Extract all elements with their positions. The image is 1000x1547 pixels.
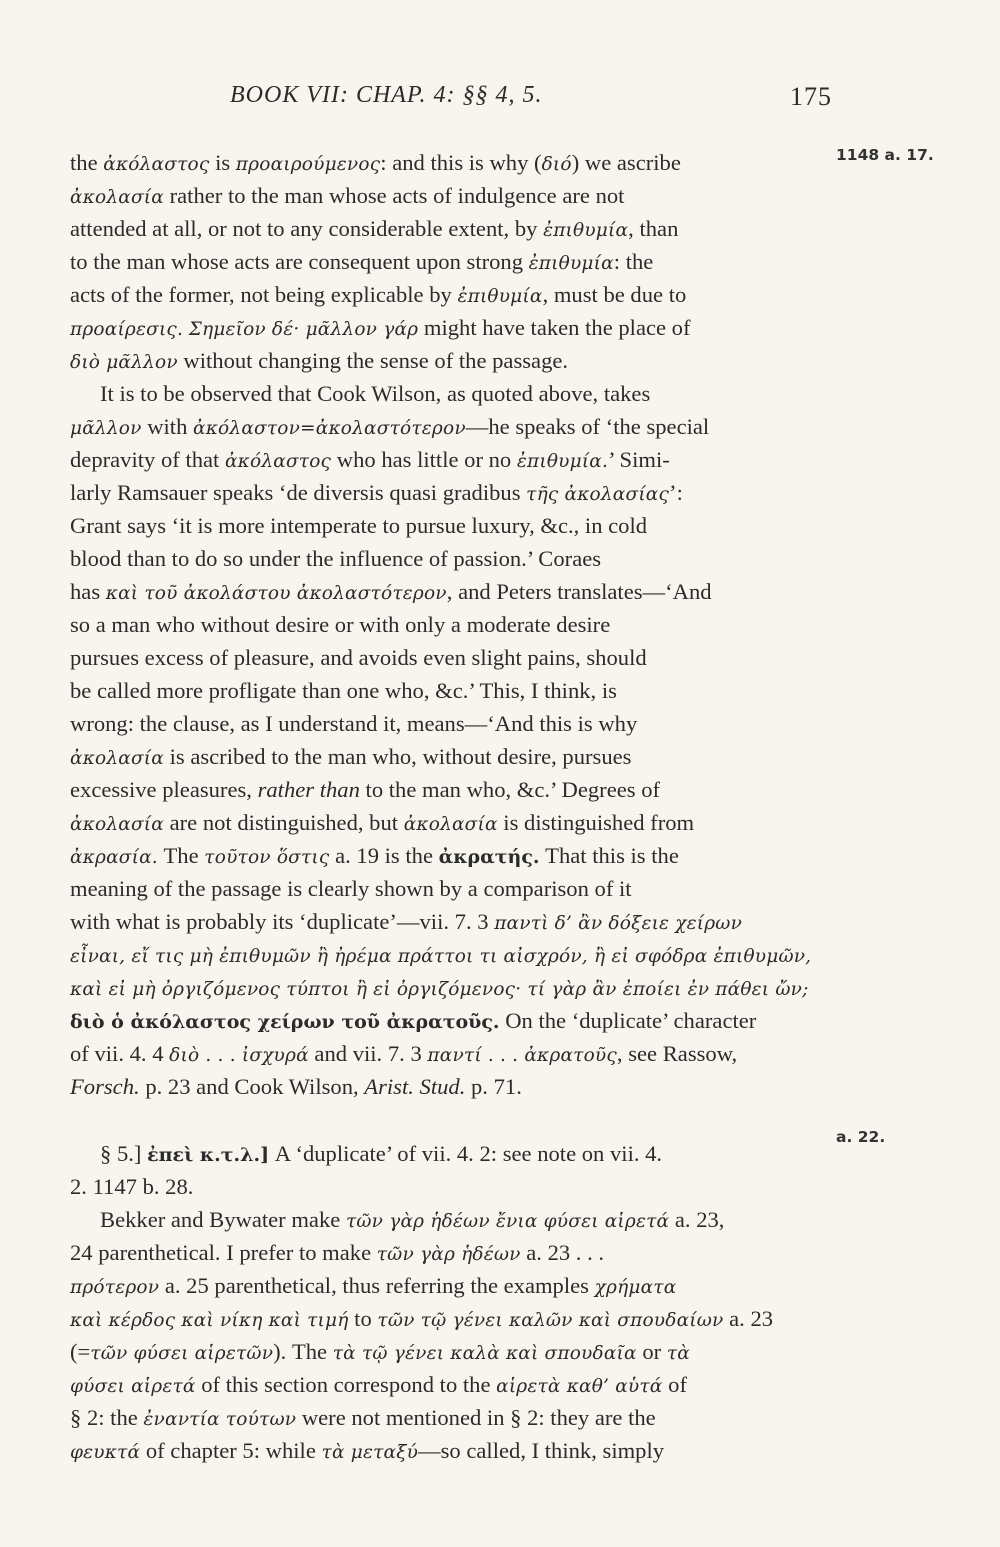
text-run: with what is probably its ‘duplicate’—vii. 7. 3 [70, 909, 495, 934]
text-run: of chapter 5: while [140, 1438, 322, 1463]
italic-text: rather than [257, 777, 360, 802]
text-run: of [662, 1372, 687, 1397]
greek-text: τοῦτον ὅστις [204, 847, 330, 868]
greek-text: καὶ κέρδος καὶ νίκη καὶ τιμή [70, 1310, 349, 1331]
italic-text: Forsch. [70, 1074, 140, 1099]
text-line [70, 311, 832, 344]
text-line [70, 641, 832, 674]
text-line [70, 443, 832, 476]
greek-text: εἶναι, εἴ τις μὴ ἐπιθυμῶν ἢ ἠρέμα πράττοι τι αἰσχρόν, ἢ εἰ σφόδρα ἐπιθυμῶν, [70, 946, 812, 967]
greek-text: πρότερον [70, 1277, 160, 1298]
italic-text: Arist. Stud. [364, 1074, 466, 1099]
text-line [70, 1170, 832, 1203]
greek-text: διὸ . . . ἰσχυρά [169, 1045, 309, 1066]
greek-text: ἐπιθυμία [528, 253, 614, 274]
text-run: are not distinguished, but [163, 810, 404, 835]
text-line [70, 1203, 832, 1236]
greek-text: διὸ μᾶλλον [70, 352, 178, 373]
greek-text: τῶν γὰρ ἡδέων [376, 1244, 521, 1265]
text-run: to the man who, &c.’ Degrees of [359, 777, 661, 802]
text-line [70, 476, 832, 509]
text-line [70, 938, 832, 971]
text-line [70, 542, 832, 575]
text-line [70, 509, 832, 542]
text-run: blood than to do so under the influence of passion.’ Coraes [70, 546, 602, 571]
greek-text: ἀκολασία [403, 814, 498, 835]
greek-text: ἀκρασία. [70, 847, 158, 868]
text-run: a. 23, [669, 1207, 725, 1232]
text-line [70, 905, 832, 938]
text-run: a. 23 . . . [520, 1240, 605, 1265]
text-run: a. 25 parenthetical, thus referring the examples [159, 1273, 595, 1298]
text-run: acts of the former, not being explicable by [70, 282, 458, 307]
bold-greek-text: ἀκρατής. [438, 846, 540, 868]
text-line [70, 575, 832, 608]
text-line [70, 212, 832, 245]
text-run: Bekker and Bywater make [100, 1207, 346, 1232]
text-run: is [209, 150, 236, 175]
text-run: is distinguished from [497, 810, 695, 835]
text-line [70, 1236, 832, 1269]
text-run: and vii. 7. 3 [308, 1041, 428, 1066]
text-run: a. 23 [723, 1306, 774, 1331]
greek-text: ἐπιθυμία [543, 220, 629, 241]
greek-text: προαιρούμενος [235, 154, 381, 175]
text-line [70, 674, 832, 707]
greek-text: ἀκόλαστος [103, 154, 210, 175]
greek-text: ἐπιθυμία. [516, 451, 609, 472]
text-line [70, 344, 832, 377]
greek-text: ἀκόλαστον=ἀκολαστότερον [193, 418, 466, 439]
text-line [70, 1137, 832, 1170]
text-run: attended at all, or not to any considerable extent, by [70, 216, 544, 241]
text-run: might have taken the place of [418, 315, 691, 340]
bold-greek-text: ἐπεὶ κ.τ.λ.] [147, 1144, 270, 1166]
greek-text: ἀκολασία [70, 748, 164, 769]
text-line [70, 773, 832, 806]
greek-text: ἐπιθυμία [457, 286, 543, 307]
greek-text: τῆς ἀκολασίας [526, 484, 670, 505]
greek-text: καὶ τοῦ ἀκολάστου ἀκολαστότερον [105, 583, 447, 604]
greek-text: τῶν τῷ γένει καλῶν καὶ σπουδαίων [377, 1310, 724, 1331]
text-run: —he speaks of ‘the special [465, 414, 710, 439]
text-line [70, 971, 832, 1004]
text-run: who has little or no [331, 447, 517, 472]
text-run: larly Ramsauer speaks ‘de diversis quasi gradibus [70, 480, 527, 505]
greek-text: τῶν γὰρ ἡδέων ἔνια φύσει αἱρετά [345, 1211, 670, 1232]
text-line [70, 377, 832, 410]
text-run: ’: [669, 480, 683, 505]
text-run: the [70, 150, 104, 175]
text-line [70, 1103, 832, 1137]
text-run: Grant says ‘it is more intemperate to pursue luxury, &c., in cold [70, 513, 648, 538]
greek-text: φευκτά [70, 1442, 141, 1463]
greek-text: παντὶ δ’ ἂν δόξειε χείρων [494, 913, 743, 934]
greek-text: ἀκόλαστος [224, 451, 332, 472]
text-run: to the man whose acts are consequent upon strong [70, 249, 529, 274]
text-line [70, 740, 832, 773]
text-run: excessive pleasures, [70, 777, 258, 802]
text-run: to [348, 1306, 378, 1331]
text-run: with [141, 414, 194, 439]
text-run: so a man who without desire or with only a moderate desire [70, 612, 611, 637]
text-run: or [636, 1339, 667, 1364]
text-line [70, 1004, 832, 1037]
greek-text: χρήματα [594, 1277, 677, 1298]
greek-text: παντί . . . ἀκρατοῦς [427, 1045, 617, 1066]
text-run: ). The [273, 1339, 333, 1364]
greek-text: αἱρετὰ καθ’ αὑτά [496, 1376, 663, 1397]
greek-text: καὶ εἰ μὴ ὀργιζόμενος τύπτοι ἢ εἰ ὀργιζόμενος· τί γὰρ ἂν ἐποίει ἐν πάθει ὤν; [70, 979, 809, 1000]
text-run: is ascribed to the man who, without desire, pursues [163, 744, 632, 769]
text-line [70, 707, 832, 740]
bold-greek-text: διὸ ὁ ἀκόλαστος χείρων τοῦ ἀκρατοῦς. [70, 1011, 500, 1033]
text-line [70, 872, 832, 905]
text-run: § 2: the [70, 1405, 144, 1430]
text-run: be called more profligate than one who, &c.’ This, I think, is [70, 678, 617, 703]
text-run: p. 71. [465, 1074, 522, 1099]
text-run: It is to be observed that Cook Wilson, as quoted above, takes [100, 381, 651, 406]
text-line [70, 1368, 832, 1401]
greek-text: ἀκολασία [70, 187, 164, 208]
page-number: 175 [790, 82, 832, 111]
greek-text: ἐναντία τούτων [143, 1409, 297, 1430]
greek-text: τὰ τῷ γένει καλὰ καὶ σπουδαῖα [332, 1343, 637, 1364]
text-run: On the ‘duplicate’ character [499, 1008, 757, 1033]
text-run: meaning of the passage is clearly shown by a comparison of it [70, 876, 632, 901]
greek-text: Σημεῖον δέ· μᾶλλον γάρ [188, 319, 419, 340]
text-run: were not mentioned in § 2: they are the [296, 1405, 656, 1430]
greek-text: τὰ [666, 1343, 690, 1364]
text-run: a. 19 is the [329, 843, 439, 868]
running-title: BOOK VII: CHAP. 4: §§ 4, 5. [230, 82, 543, 108]
text-line [70, 608, 832, 641]
text-run: A ‘duplicate’ of vii. 4. 2: see note on vii. 4. [269, 1141, 663, 1166]
greek-text: μᾶλλον [70, 418, 142, 439]
text-run: without changing the sense of the passage. [177, 348, 569, 373]
text-line [70, 410, 832, 443]
greek-text: τῶν φύσει αἱρετῶν [90, 1343, 274, 1364]
margin-reference-2: a. 22. [836, 1128, 886, 1146]
text-run: 2. 1147 b. 28. [70, 1174, 194, 1199]
text-run: pursues excess of pleasure, and avoids even slight pains, should [70, 645, 647, 670]
text-run: 24 parenthetical. I prefer to make [70, 1240, 377, 1265]
margin-reference-1: 1148 a. 17. [836, 146, 934, 164]
text-run: : the [613, 249, 654, 274]
text-line [70, 1070, 832, 1103]
text-run: That this is the [539, 843, 679, 868]
text-run: ’ Simi- [608, 447, 670, 472]
text-run: depravity of that [70, 447, 225, 472]
greek-text: προαίρεσις. [70, 319, 184, 340]
greek-text: ἀκολασία [70, 814, 164, 835]
text-line [70, 1269, 832, 1302]
greek-text: τὰ μεταξύ [321, 1442, 419, 1463]
text-run: , than [628, 216, 679, 241]
text-run: , must be due to [542, 282, 687, 307]
text-line [70, 245, 832, 278]
text-line [70, 179, 832, 212]
text-run: , see Rassow, [616, 1041, 738, 1066]
text-run: , and Peters translates—‘And [446, 579, 712, 604]
text-run: ) we ascribe [571, 150, 681, 175]
text-run: wrong: the clause, as I understand it, means—‘And this is why [70, 711, 638, 736]
text-run: § 5.] [100, 1141, 148, 1166]
text-line [70, 1335, 832, 1368]
text-run: The [157, 843, 205, 868]
text-run: has [70, 579, 106, 604]
text-line [70, 839, 832, 872]
text-run: (= [70, 1339, 91, 1364]
text-run: rather to the man whose acts of indulgence are not [163, 183, 625, 208]
greek-text: φύσει αἱρετά [70, 1376, 196, 1397]
text-line [70, 1037, 832, 1070]
greek-text: διό [541, 154, 572, 175]
text-run: of this section correspond to the [195, 1372, 497, 1397]
text-run: p. 23 and Cook Wilson, [139, 1074, 365, 1099]
text-line [70, 146, 832, 179]
text-line [70, 278, 832, 311]
commentary-text [70, 146, 832, 1467]
text-line [70, 1401, 832, 1434]
text-run: of vii. 4. 4 [70, 1041, 170, 1066]
text-line [70, 806, 832, 839]
text-line [70, 1434, 832, 1467]
text-run: : and this is why ( [380, 150, 542, 175]
text-run: —so called, I think, simply [418, 1438, 665, 1463]
text-line [70, 1302, 832, 1335]
